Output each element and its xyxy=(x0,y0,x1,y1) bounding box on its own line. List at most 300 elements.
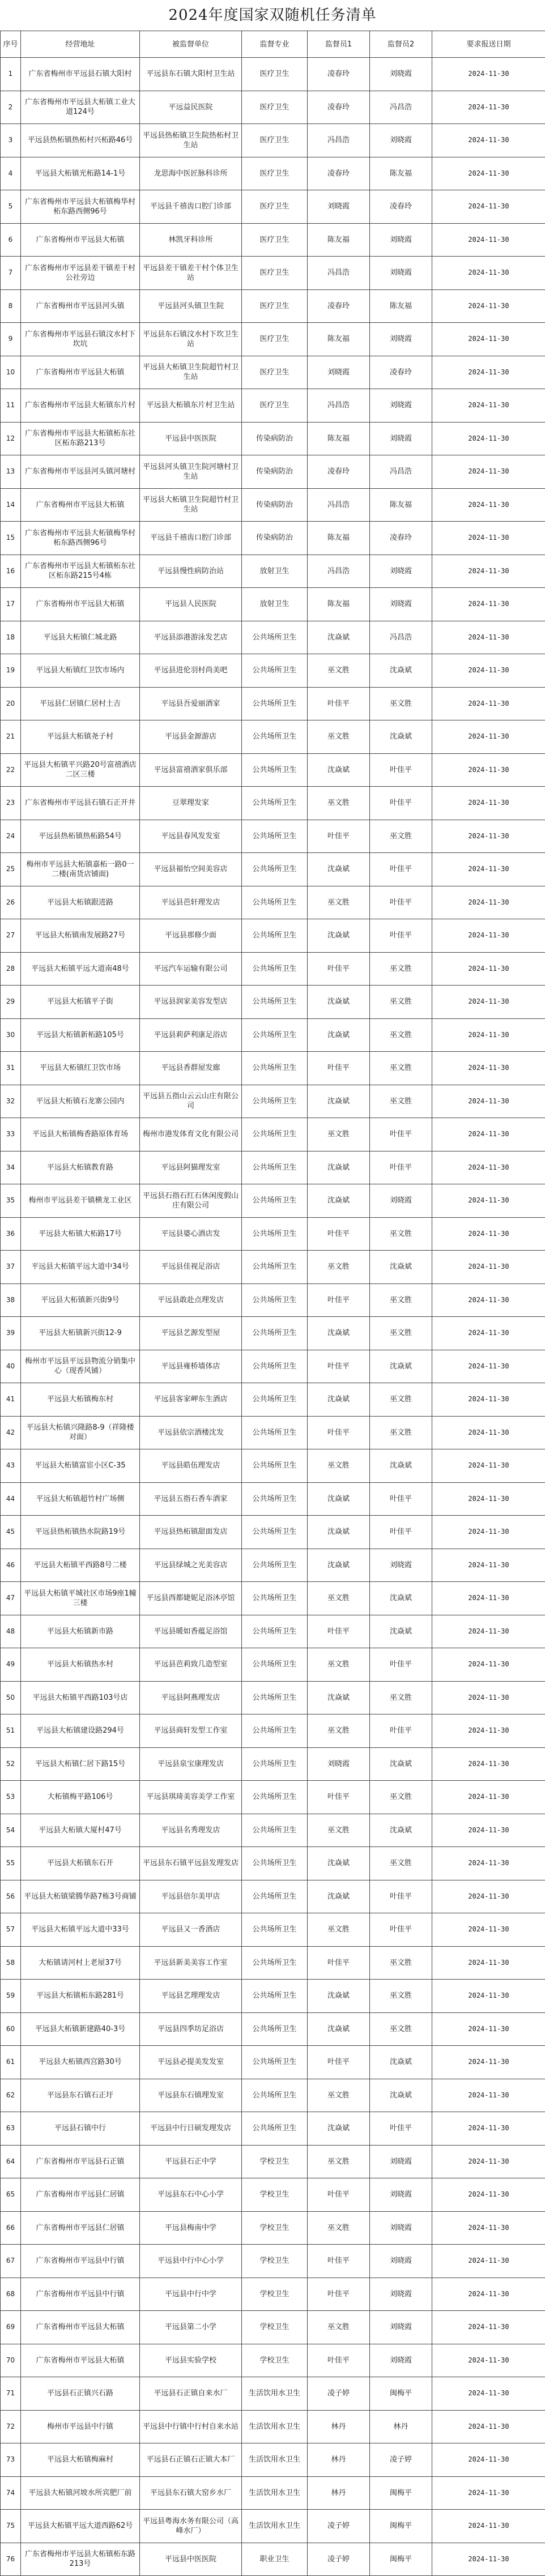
cell-specialty: 公共场所卫生 xyxy=(242,1018,308,1052)
table-row xyxy=(1,555,545,588)
cell-inspector-2: 沈焱斌 xyxy=(370,1814,432,1847)
cell-inspector-2: 沈焱斌 xyxy=(370,2046,432,2079)
cell-due-date: 2024-11-30 xyxy=(432,522,545,555)
cell-specialty: 传染病防治 xyxy=(242,488,308,522)
cell-address: 广东省梅州市平远县中行镇 xyxy=(21,2245,140,2278)
table-row xyxy=(1,986,545,1019)
header-due-date: 要求报送日期 xyxy=(432,31,545,58)
cell-inspector-1: 叶佳平 xyxy=(308,1946,370,1980)
cell-address: 广东省梅州市平远县河头镇 xyxy=(21,289,140,323)
cell-address: 平远县热柘镇热水院路19号 xyxy=(21,1516,140,1549)
table-row xyxy=(1,2476,545,2510)
cell-due-date: 2024-11-30 xyxy=(432,289,545,323)
cell-unit: 平远县慢性病防治站 xyxy=(140,555,242,588)
table-row xyxy=(1,91,545,124)
cell-unit: 平远县中行镇中行村自来水站 xyxy=(140,2410,242,2443)
cell-no: 8 xyxy=(1,289,21,323)
table-row xyxy=(1,1516,545,1549)
cell-specialty: 公共场所卫生 xyxy=(242,1350,308,1383)
cell-unit: 平远县莉萨利康足浴店 xyxy=(140,1018,242,1052)
table-row xyxy=(1,588,545,621)
cell-inspector-2: 刘晓霞 xyxy=(370,223,432,257)
header-inspector-2: 监督员2 xyxy=(370,31,432,58)
cell-due-date: 2024-11-30 xyxy=(432,2112,545,2146)
cell-unit: 平远汽车运输有限公司 xyxy=(140,952,242,986)
table-row xyxy=(1,2112,545,2146)
cell-no: 72 xyxy=(1,2410,21,2443)
cell-due-date: 2024-11-30 xyxy=(432,124,545,157)
cell-inspector-1: 沈焱斌 xyxy=(308,1549,370,1582)
cell-due-date: 2024-11-30 xyxy=(432,2211,545,2245)
cell-unit: 平远县中行日硕发理发店 xyxy=(140,2112,242,2146)
header-specialty: 监督专业 xyxy=(242,31,308,58)
cell-unit: 平远县润家美容发型店 xyxy=(140,986,242,1019)
cell-inspector-2: 冯昌浩 xyxy=(370,621,432,654)
cell-inspector-2: 刘晓霞 xyxy=(370,2145,432,2178)
cell-due-date: 2024-11-30 xyxy=(432,389,545,423)
cell-specialty: 公共场所卫生 xyxy=(242,1814,308,1847)
cell-unit: 平远县第二小学 xyxy=(140,2311,242,2344)
cell-address: 平远县大柘镇尧子村 xyxy=(21,720,140,754)
cell-address: 大柘镇请河村上老屋37号 xyxy=(21,1946,140,1980)
table-row xyxy=(1,1283,545,1317)
cell-inspector-2: 林丹 xyxy=(370,2410,432,2443)
cell-specialty: 学校卫生 xyxy=(242,2178,308,2212)
cell-no: 15 xyxy=(1,522,21,555)
cell-specialty: 公共场所卫生 xyxy=(242,621,308,654)
cell-inspector-2: 叶佳平 xyxy=(370,1118,432,1151)
cell-no: 52 xyxy=(1,1747,21,1781)
cell-inspector-1: 沈焱斌 xyxy=(308,853,370,886)
cell-no: 34 xyxy=(1,1151,21,1184)
cell-inspector-2: 叶佳平 xyxy=(370,1516,432,1549)
cell-specialty: 公共场所卫生 xyxy=(242,2012,308,2046)
cell-specialty: 公共场所卫生 xyxy=(242,2112,308,2146)
cell-address: 广东省梅州市平远县石镇大阳村 xyxy=(21,58,140,91)
cell-no: 1 xyxy=(1,58,21,91)
cell-specialty: 公共场所卫生 xyxy=(242,1317,308,1350)
cell-address: 平远县大柘镇新兴街9号 xyxy=(21,1283,140,1317)
cell-no: 40 xyxy=(1,1350,21,1383)
table-row xyxy=(1,356,545,389)
cell-specialty: 学校卫生 xyxy=(242,2145,308,2178)
cell-inspector-1: 刘晓霞 xyxy=(308,1747,370,1781)
cell-unit: 平远县中医医院 xyxy=(140,422,242,455)
table-row xyxy=(1,488,545,522)
cell-due-date: 2024-11-30 xyxy=(432,687,545,720)
cell-unit: 平远县东石镇理发室 xyxy=(140,2079,242,2112)
cell-unit: 平远县人民医院 xyxy=(140,588,242,621)
cell-specialty: 公共场所卫生 xyxy=(242,1449,308,1483)
cell-inspector-2: 刘晓霞 xyxy=(370,257,432,290)
table-row xyxy=(1,2245,545,2278)
cell-address: 平远县大柘镇教育路 xyxy=(21,1151,140,1184)
cell-inspector-2: 刘晓霞 xyxy=(370,124,432,157)
cell-inspector-1: 巫文胜 xyxy=(308,787,370,820)
cell-no: 9 xyxy=(1,323,21,356)
table-row xyxy=(1,1085,545,1118)
cell-due-date: 2024-11-30 xyxy=(432,2079,545,2112)
cell-specialty: 公共场所卫生 xyxy=(242,1946,308,1980)
cell-unit: 豆翠理发家 xyxy=(140,787,242,820)
cell-inspector-1: 叶佳平 xyxy=(308,687,370,720)
cell-no: 43 xyxy=(1,1449,21,1483)
cell-inspector-1: 陈友福 xyxy=(308,422,370,455)
cell-unit: 平远县石正中学 xyxy=(140,2145,242,2178)
cell-inspector-1: 巫文胜 xyxy=(308,2079,370,2112)
cell-specialty: 公共场所卫生 xyxy=(242,1283,308,1317)
cell-address: 平远县大柘镇跟进路 xyxy=(21,886,140,919)
cell-due-date: 2024-11-30 xyxy=(432,488,545,522)
cell-no: 53 xyxy=(1,1781,21,1814)
cell-inspector-1: 凌春玲 xyxy=(308,289,370,323)
table-row xyxy=(1,1615,545,1648)
cell-address: 广东省梅州市平远县大柘镇 xyxy=(21,2311,140,2344)
cell-inspector-1: 巫文胜 xyxy=(308,1715,370,1748)
cell-no: 64 xyxy=(1,2145,21,2178)
table-row xyxy=(1,1449,545,1483)
cell-address: 平远县大柘镇红卫饮市场内 xyxy=(21,654,140,688)
cell-address: 广东省梅州市平远县中行镇 xyxy=(21,2278,140,2311)
cell-due-date: 2024-11-30 xyxy=(432,1217,545,1251)
cell-inspector-1: 冯昌浩 xyxy=(308,389,370,423)
cell-due-date: 2024-11-30 xyxy=(432,2311,545,2344)
cell-address: 平远县大柘镇梅香路原体育场 xyxy=(21,1118,140,1151)
cell-inspector-2: 巫文胜 xyxy=(370,687,432,720)
cell-address: 广东省梅州市平远县大柘镇 xyxy=(21,488,140,522)
table-row xyxy=(1,687,545,720)
cell-inspector-2: 刘晓霞 xyxy=(370,58,432,91)
cell-due-date: 2024-11-30 xyxy=(432,2443,545,2477)
cell-unit: 平远县差干镇差干村个体卫生站 xyxy=(140,257,242,290)
cell-unit: 平远县石指石红石休闲度假山庄有限公司 xyxy=(140,1184,242,1218)
cell-address: 平远县大柘镇光柘路14-1号 xyxy=(21,157,140,190)
cell-due-date: 2024-11-30 xyxy=(432,1814,545,1847)
cell-address: 平远县东石镇石正圩 xyxy=(21,2079,140,2112)
cell-due-date: 2024-11-30 xyxy=(432,1681,545,1715)
table-row xyxy=(1,787,545,820)
cell-inspector-1: 林丹 xyxy=(308,2410,370,2443)
cell-inspector-2: 刘晓霞 xyxy=(370,2178,432,2212)
table-row xyxy=(1,1317,545,1350)
cell-specialty: 公共场所卫生 xyxy=(242,654,308,688)
table-row xyxy=(1,323,545,356)
cell-inspector-1: 巫文胜 xyxy=(308,1582,370,1615)
table-row xyxy=(1,1781,545,1814)
cell-due-date: 2024-11-30 xyxy=(432,2377,545,2411)
cell-unit: 平远县那修少面 xyxy=(140,919,242,953)
cell-specialty: 公共场所卫生 xyxy=(242,2046,308,2079)
cell-due-date: 2024-11-30 xyxy=(432,952,545,986)
cell-address: 平远县大柘镇平西路8号二楼 xyxy=(21,1549,140,1582)
cell-inspector-1: 沈焱斌 xyxy=(308,2012,370,2046)
cell-address: 平远县大柘镇平远大道中34号 xyxy=(21,1251,140,1284)
cell-due-date: 2024-11-30 xyxy=(432,1118,545,1151)
cell-address: 平远县大柘镇新兴街12-9 xyxy=(21,1317,140,1350)
table-row xyxy=(1,1350,545,1383)
table-row xyxy=(1,1383,545,1417)
cell-inspector-2: 沈焱斌 xyxy=(370,1449,432,1483)
cell-specialty: 职业卫生 xyxy=(242,2543,308,2576)
cell-inspector-1: 陈友福 xyxy=(308,588,370,621)
cell-inspector-1: 陈友福 xyxy=(308,522,370,555)
cell-due-date: 2024-11-30 xyxy=(432,1847,545,1880)
cell-inspector-2: 巫文胜 xyxy=(370,2012,432,2046)
cell-address: 平远县仁居镇仁居村土吉 xyxy=(21,687,140,720)
table-row xyxy=(1,2510,545,2543)
cell-address: 广东省梅州市平远县石正镇 xyxy=(21,2145,140,2178)
cell-unit: 平远县芭莉致几造型室 xyxy=(140,1648,242,1682)
cell-no: 58 xyxy=(1,1946,21,1980)
table-row xyxy=(1,753,545,787)
cell-due-date: 2024-11-30 xyxy=(432,1052,545,1085)
cell-unit: 平远县中医医院 xyxy=(140,2543,242,2576)
cell-inspector-1: 沈焱斌 xyxy=(308,1018,370,1052)
task-table xyxy=(0,31,545,2576)
cell-address: 广东省梅州市平远县大柘镇柘东社区柘东路213号 xyxy=(21,422,140,455)
cell-no: 5 xyxy=(1,190,21,224)
cell-due-date: 2024-11-30 xyxy=(432,2543,545,2576)
cell-inspector-2: 叶佳平 xyxy=(370,886,432,919)
cell-address: 广东省梅州市平远县石镇石正开井 xyxy=(21,787,140,820)
cell-inspector-1: 叶佳平 xyxy=(308,1781,370,1814)
cell-inspector-1: 沈焱斌 xyxy=(308,919,370,953)
cell-no: 47 xyxy=(1,1582,21,1615)
cell-due-date: 2024-11-30 xyxy=(432,1980,545,2013)
cell-inspector-1: 凌春玲 xyxy=(308,91,370,124)
cell-inspector-1: 沈焱斌 xyxy=(308,1681,370,1715)
cell-specialty: 公共场所卫生 xyxy=(242,1747,308,1781)
cell-unit: 平远县石正镇石正镇大本厂 xyxy=(140,2443,242,2477)
cell-unit: 平远县富禧酒家俱乐部 xyxy=(140,753,242,787)
cell-inspector-1: 巫文胜 xyxy=(308,1913,370,1947)
cell-inspector-2: 巫文胜 xyxy=(370,1383,432,1417)
cell-inspector-2: 叶佳平 xyxy=(370,1151,432,1184)
cell-unit: 平远县金源游店 xyxy=(140,720,242,754)
cell-specialty: 公共场所卫生 xyxy=(242,720,308,754)
cell-address: 平远县大柘镇柘东路281号 xyxy=(21,1980,140,2013)
cell-unit: 平远县中行中心小学 xyxy=(140,2245,242,2278)
cell-no: 14 xyxy=(1,488,21,522)
cell-no: 55 xyxy=(1,1847,21,1880)
table-row xyxy=(1,1980,545,2013)
cell-due-date: 2024-11-30 xyxy=(432,1317,545,1350)
cell-unit: 平远县大柘镇卫生院超竹村卫生站 xyxy=(140,356,242,389)
cell-address: 平远县大柘镇仁城北路 xyxy=(21,621,140,654)
cell-no: 29 xyxy=(1,986,21,1019)
cell-inspector-1: 沈焱斌 xyxy=(308,1516,370,1549)
cell-address: 广东省梅州市平远县大柘镇 xyxy=(21,2344,140,2377)
cell-no: 75 xyxy=(1,2510,21,2543)
table-row xyxy=(1,223,545,257)
table-row xyxy=(1,1681,545,1715)
cell-unit: 平远县绿城之光美容店 xyxy=(140,1549,242,1582)
cell-address: 广东省梅州市平远县大柘镇东片村 xyxy=(21,389,140,423)
cell-inspector-1: 沈焱斌 xyxy=(308,1085,370,1118)
cell-due-date: 2024-11-30 xyxy=(432,323,545,356)
cell-inspector-2: 闽梅平 xyxy=(370,2510,432,2543)
cell-unit: 平远县五指山云云山庄有限公司 xyxy=(140,1085,242,1118)
cell-unit: 平远县大柘镇卫生院超竹村卫生站 xyxy=(140,488,242,522)
cell-no: 19 xyxy=(1,654,21,688)
cell-due-date: 2024-11-30 xyxy=(432,2278,545,2311)
cell-specialty: 公共场所卫生 xyxy=(242,1482,308,1516)
table-row xyxy=(1,1251,545,1284)
cell-address: 平远县大柘镇平远大道中33号 xyxy=(21,1913,140,1947)
cell-unit: 平远县泉宝康理发店 xyxy=(140,1747,242,1781)
cell-inspector-1: 叶佳平 xyxy=(308,1615,370,1648)
cell-address: 广东省梅州市平远县仁居镇 xyxy=(21,2178,140,2212)
table-row xyxy=(1,2543,545,2576)
table-row xyxy=(1,2211,545,2245)
cell-inspector-2: 巫文胜 xyxy=(370,986,432,1019)
cell-inspector-1: 巫文胜 xyxy=(308,1118,370,1151)
cell-address: 平远县大柘镇平远大道南48号 xyxy=(21,952,140,986)
cell-unit: 平远县中行中学 xyxy=(140,2278,242,2311)
cell-due-date: 2024-11-30 xyxy=(432,1085,545,1118)
cell-due-date: 2024-11-30 xyxy=(432,1615,545,1648)
cell-address: 广东省梅州市平远县差干镇差干村公社旁边 xyxy=(21,257,140,290)
cell-no: 46 xyxy=(1,1549,21,1582)
cell-no: 65 xyxy=(1,2178,21,2212)
table-row xyxy=(1,455,545,489)
cell-inspector-1: 叶佳平 xyxy=(308,2178,370,2212)
table-row xyxy=(1,1052,545,1085)
cell-inspector-1: 沈焱斌 xyxy=(308,1151,370,1184)
cell-no: 12 xyxy=(1,422,21,455)
cell-address: 广东省梅州市平远县大柘镇 xyxy=(21,223,140,257)
table-row xyxy=(1,2145,545,2178)
cell-inspector-1: 沈焱斌 xyxy=(308,1184,370,1218)
cell-inspector-1: 巫文胜 xyxy=(308,1449,370,1483)
cell-inspector-1: 巫文胜 xyxy=(308,886,370,919)
cell-due-date: 2024-11-30 xyxy=(432,2510,545,2543)
cell-inspector-1: 冯昌浩 xyxy=(308,488,370,522)
cell-inspector-1: 冯昌浩 xyxy=(308,555,370,588)
cell-specialty: 公共场所卫生 xyxy=(242,886,308,919)
cell-no: 10 xyxy=(1,356,21,389)
cell-specialty: 放射卫生 xyxy=(242,555,308,588)
cell-no: 16 xyxy=(1,555,21,588)
cell-no: 68 xyxy=(1,2278,21,2311)
cell-address: 平远县大柘镇河坡水所宾肥厂前 xyxy=(21,2476,140,2510)
cell-address: 大柘镇梅平路106号 xyxy=(21,1781,140,1814)
cell-no: 70 xyxy=(1,2344,21,2377)
cell-no: 42 xyxy=(1,1416,21,1449)
cell-inspector-2: 陈友福 xyxy=(370,157,432,190)
cell-address: 广东省梅州市平远县大柘镇梅华村柘东路西侧96号 xyxy=(21,522,140,555)
cell-due-date: 2024-11-30 xyxy=(432,2145,545,2178)
cell-inspector-1: 叶佳平 xyxy=(308,2245,370,2278)
cell-unit: 平远县西都婕妮足浴沐亭馆 xyxy=(140,1582,242,1615)
cell-specialty: 公共场所卫生 xyxy=(242,1383,308,1417)
cell-address: 平远县大柘镇大柘路17号 xyxy=(21,1217,140,1251)
cell-no: 60 xyxy=(1,2012,21,2046)
cell-inspector-1: 巫文胜 xyxy=(308,2311,370,2344)
cell-inspector-1: 巫文胜 xyxy=(308,720,370,754)
cell-inspector-1: 刘晓霞 xyxy=(308,356,370,389)
cell-due-date: 2024-11-30 xyxy=(432,356,545,389)
cell-due-date: 2024-11-30 xyxy=(432,2476,545,2510)
cell-inspector-2: 陈友福 xyxy=(370,488,432,522)
cell-due-date: 2024-11-30 xyxy=(432,886,545,919)
cell-due-date: 2024-11-30 xyxy=(432,1283,545,1317)
cell-inspector-1: 凌子婷 xyxy=(308,2377,370,2411)
cell-inspector-2: 沈焱斌 xyxy=(370,1350,432,1383)
cell-inspector-1: 沈焱斌 xyxy=(308,2112,370,2146)
cell-inspector-2: 巫文胜 xyxy=(370,1283,432,1317)
cell-no: 25 xyxy=(1,853,21,886)
cell-inspector-1: 沈焱斌 xyxy=(308,1317,370,1350)
cell-unit: 平远县芭轩理发店 xyxy=(140,886,242,919)
cell-due-date: 2024-11-30 xyxy=(432,720,545,754)
cell-no: 36 xyxy=(1,1217,21,1251)
cell-inspector-2: 叶佳平 xyxy=(370,1913,432,1947)
table-row xyxy=(1,1549,545,1582)
cell-due-date: 2024-11-30 xyxy=(432,2178,545,2212)
cell-inspector-2: 巫文胜 xyxy=(370,1052,432,1085)
cell-unit: 平远县粤海水务有限公司（高峰水厂） xyxy=(140,2510,242,2543)
cell-due-date: 2024-11-30 xyxy=(432,2410,545,2443)
cell-due-date: 2024-11-30 xyxy=(432,1151,545,1184)
cell-address: 平远县大柘镇富宦小区C-35 xyxy=(21,1449,140,1483)
cell-due-date: 2024-11-30 xyxy=(432,2012,545,2046)
cell-no: 22 xyxy=(1,753,21,787)
cell-no: 63 xyxy=(1,2112,21,2146)
cell-inspector-2: 闽梅平 xyxy=(370,2476,432,2510)
table-row xyxy=(1,2178,545,2212)
cell-specialty: 医疗卫生 xyxy=(242,223,308,257)
cell-inspector-2: 巫文胜 xyxy=(370,1085,432,1118)
table-row xyxy=(1,1880,545,1913)
cell-inspector-2: 刘晓霞 xyxy=(370,1549,432,1582)
table-row xyxy=(1,1715,545,1748)
cell-inspector-1: 沈焱斌 xyxy=(308,621,370,654)
cell-due-date: 2024-11-30 xyxy=(432,58,545,91)
cell-inspector-2: 叶佳平 xyxy=(370,1715,432,1748)
table-row xyxy=(1,2079,545,2112)
cell-unit: 平远县四季坊足浴店 xyxy=(140,2012,242,2046)
cell-inspector-1: 凌春玲 xyxy=(308,58,370,91)
cell-specialty: 公共场所卫生 xyxy=(242,952,308,986)
cell-specialty: 医疗卫生 xyxy=(242,356,308,389)
table-row xyxy=(1,389,545,423)
cell-inspector-2: 凌春玲 xyxy=(370,522,432,555)
cell-inspector-1: 林丹 xyxy=(308,2443,370,2477)
table-row xyxy=(1,1118,545,1151)
cell-address: 平远县大柘镇热水村 xyxy=(21,1648,140,1682)
cell-unit: 平远县阿燕理发店 xyxy=(140,1681,242,1715)
cell-no: 39 xyxy=(1,1317,21,1350)
cell-unit: 平远县河头镇卫生院 xyxy=(140,289,242,323)
cell-no: 45 xyxy=(1,1516,21,1549)
cell-no: 33 xyxy=(1,1118,21,1151)
cell-address: 平远县大柘镇超竹村广场侧 xyxy=(21,1482,140,1516)
cell-unit: 平远县婆心酒店发 xyxy=(140,1217,242,1251)
cell-no: 76 xyxy=(1,2543,21,2576)
table-row xyxy=(1,157,545,190)
cell-no: 41 xyxy=(1,1383,21,1417)
cell-address: 平远县大柘镇平子街 xyxy=(21,986,140,1019)
cell-unit: 平远县千禧齿口腔门诊部 xyxy=(140,522,242,555)
cell-specialty: 学校卫生 xyxy=(242,2245,308,2278)
cell-unit: 平远县石正镇自来水厂 xyxy=(140,2377,242,2411)
cell-address: 平远县大柘镇新柘路105号 xyxy=(21,1018,140,1052)
table-row xyxy=(1,952,545,986)
cell-no: 66 xyxy=(1,2211,21,2245)
cell-unit: 平远县东石镇大窑乡水厂 xyxy=(140,2476,242,2510)
cell-no: 57 xyxy=(1,1913,21,1947)
